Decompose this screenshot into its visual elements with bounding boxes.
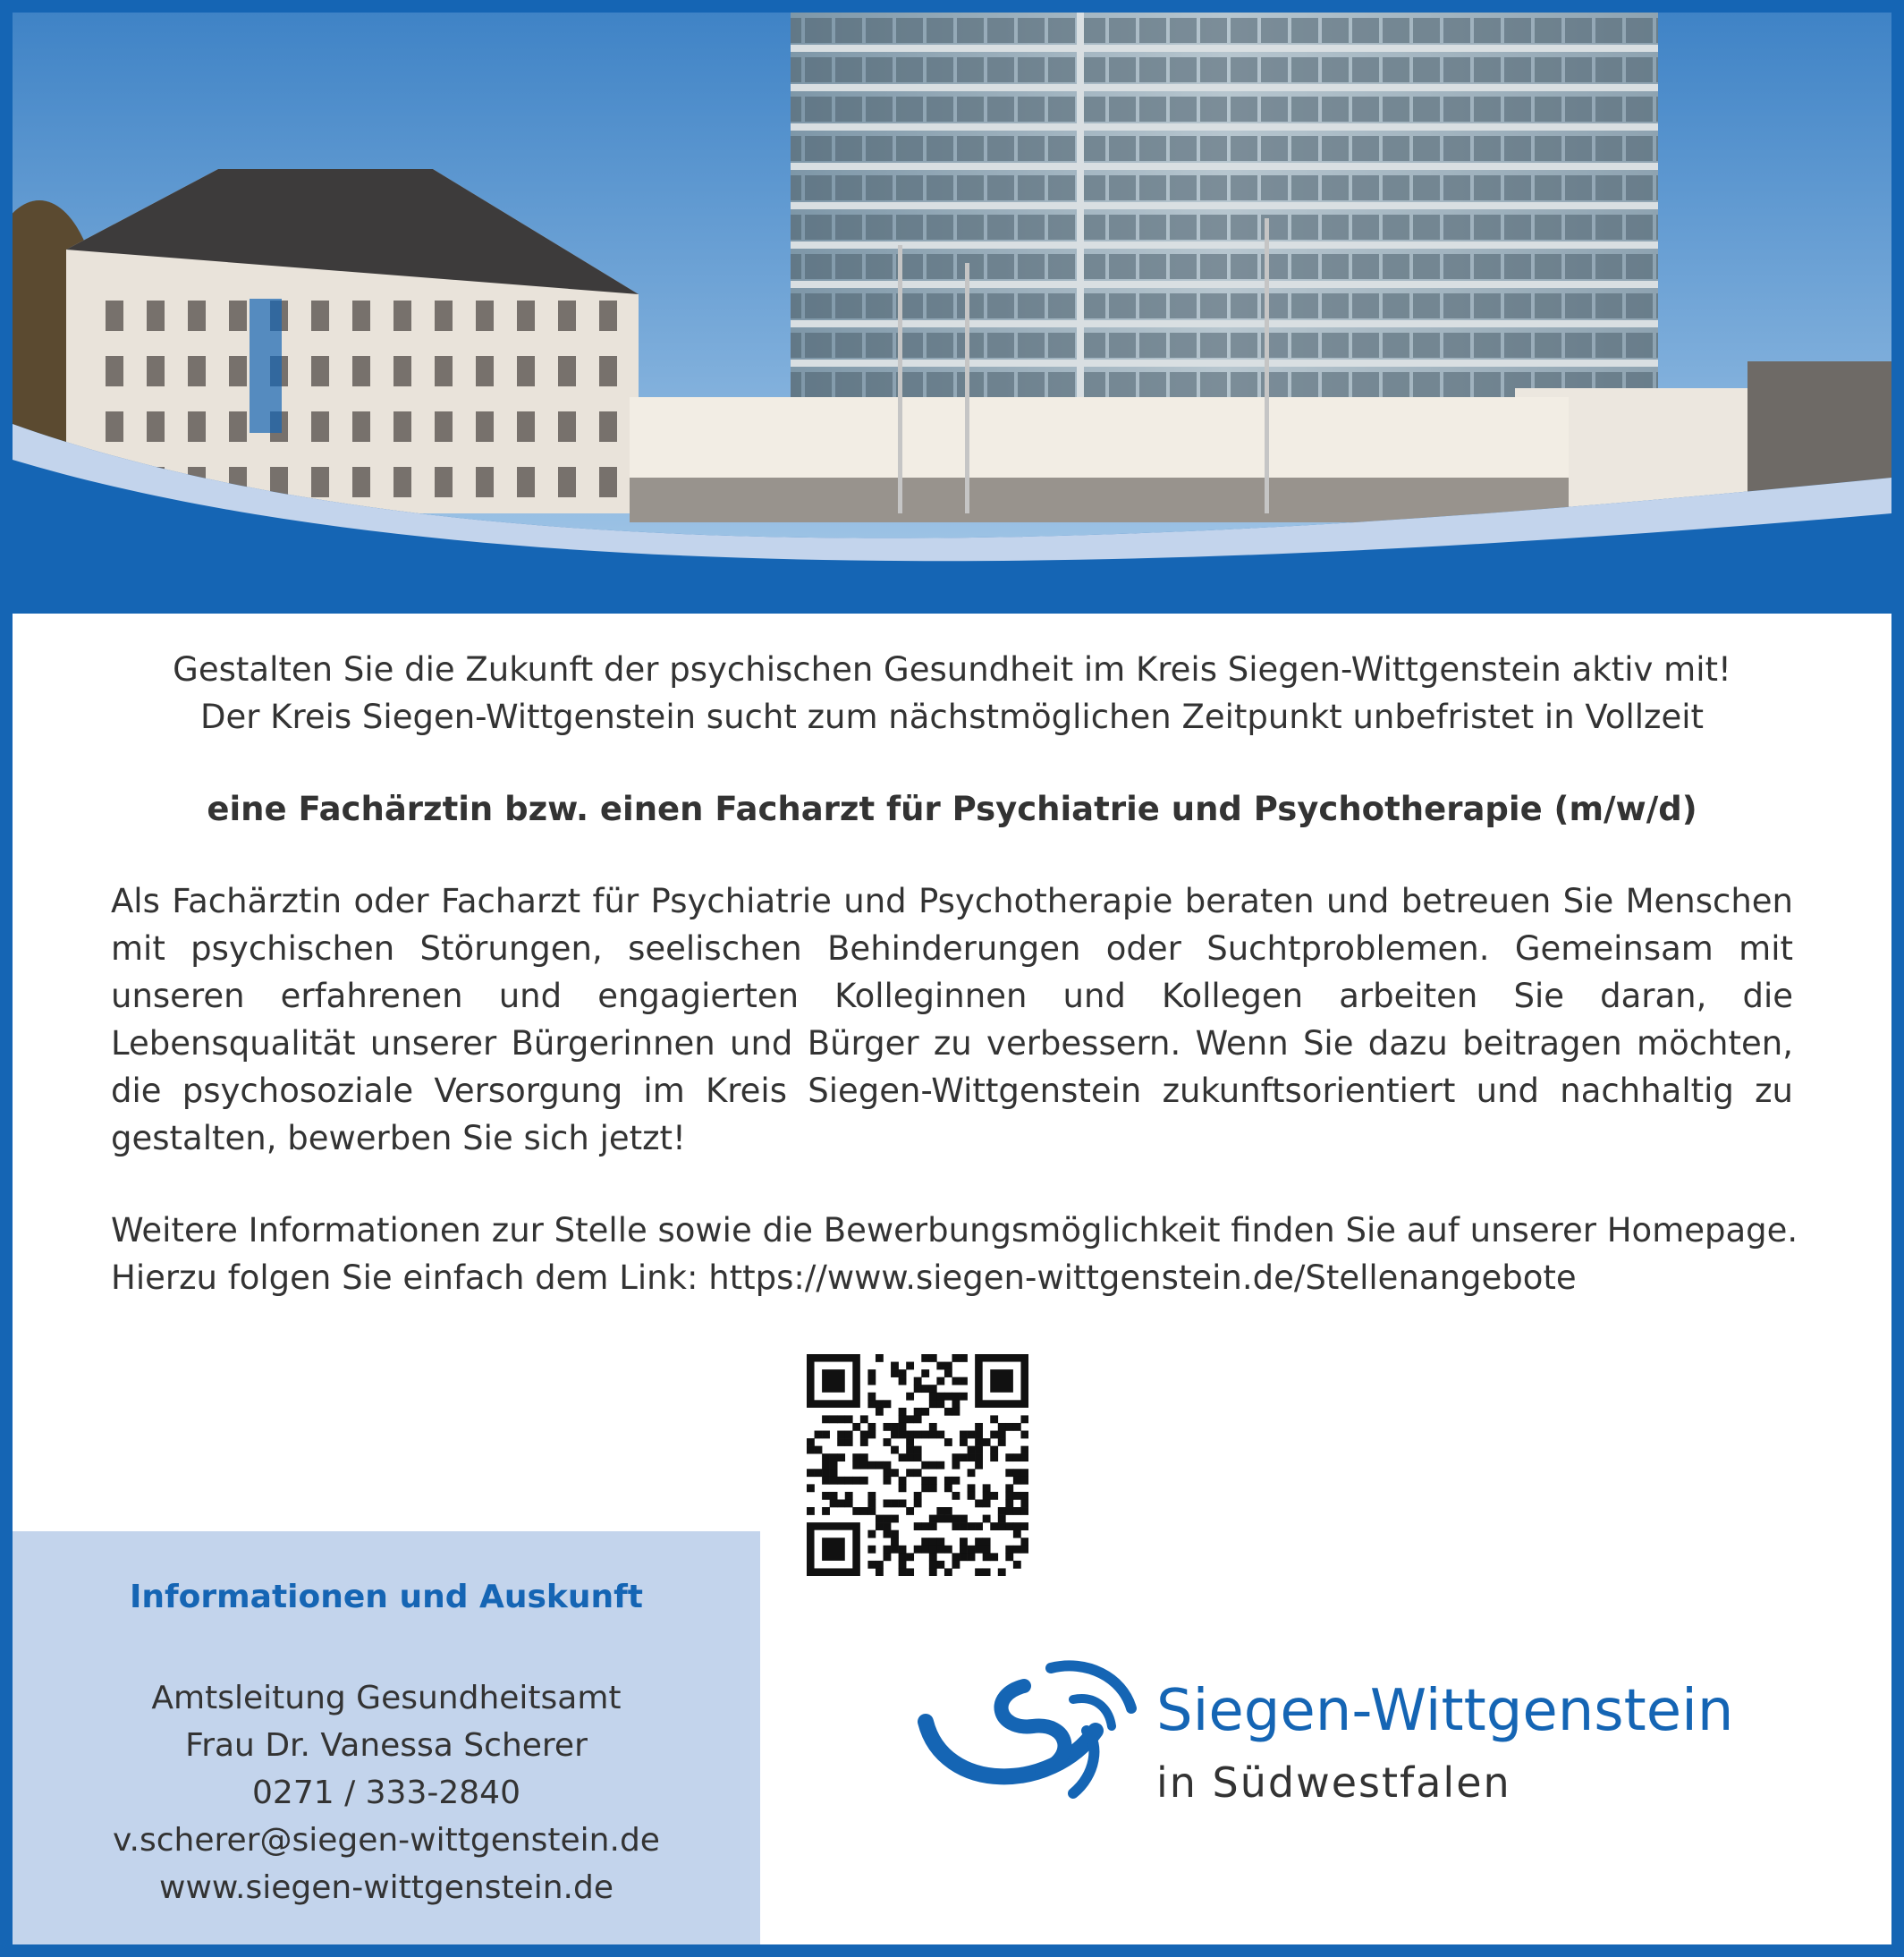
contact-website[interactable]: www.siegen-wittgenstein.de	[159, 1869, 614, 1906]
contact-email[interactable]: v.scherer@siegen-wittgenstein.de	[113, 1822, 660, 1859]
more-info-text	[111, 1207, 1798, 1301]
job-title: eine Fachärztin bzw. einen Facharzt für Psychiatrie und Psychotherapie (m/w/d)	[207, 790, 1697, 828]
info-box-title: Informationen und Auskunft	[129, 1579, 643, 1615]
qr-code-graphic	[807, 1354, 1028, 1576]
logo-name: Siegen-Wittgenstein	[1156, 1678, 1734, 1744]
info-box	[13, 1531, 760, 1944]
ad-content	[111, 637, 1798, 1301]
hero-photo	[13, 13, 1891, 614]
intro-line-1: Gestalten Sie die Zukunft der psychischen Gesundheit im Kreis Siegen-Wittgenstein aktiv mit!	[173, 650, 1731, 689]
job-description: Als Fachärztin oder Facharzt für Psychiatrie und Psychotherapie beraten und betreuen Sie Menschen mit psychischen Störungen, seelischen Behinderungen oder Suchtproblemen. Gemeinsam mit unseren erfahrenen und engagierten Kolleginnen und Kollegen arbeiten Sie daran, die Lebensqualität unserer Bürgerinnen und Bürger zu verbessern. Wenn Sie dazu beitragen möchten, die psychosoziale Versorgung im Kreis Siegen-Wittgenstein zukunftsorientiert und nachhaltig zu gestalten, bewerben Sie sich jetzt!	[111, 882, 1793, 1157]
logo-subtitle: in Südwestfalen	[1156, 1758, 1511, 1807]
intro-line-2: Der Kreis Siegen-Wittgenstein sucht zum nächstmöglichen Zeitpunkt unbefristet in Vollzeit	[199, 698, 1705, 736]
contact-name: Frau Dr. Vanessa Scherer	[185, 1727, 588, 1764]
swoosh-logo-icon	[917, 1659, 1149, 1838]
contact-details	[13, 1674, 760, 1911]
intro-text	[111, 646, 1793, 741]
qr-code[interactable]	[807, 1354, 1028, 1576]
more-info-line-1: Weitere Informationen zur Stelle sowie die Bewerbungsmöglichkeit finden Sie auf unserer Homepage.	[111, 1211, 1798, 1250]
siegen-wittgenstein-logo	[917, 1659, 1811, 1838]
building-photo	[13, 13, 1891, 614]
contact-phone[interactable]: 0271 / 333-2840	[252, 1775, 520, 1811]
more-info-line-2[interactable]: Hierzu folgen Sie einfach dem Link: https://www.siegen-wittgenstein.de/Stellenangebote	[111, 1258, 1577, 1297]
contact-department: Amtsleitung Gesundheitsamt	[151, 1680, 622, 1716]
